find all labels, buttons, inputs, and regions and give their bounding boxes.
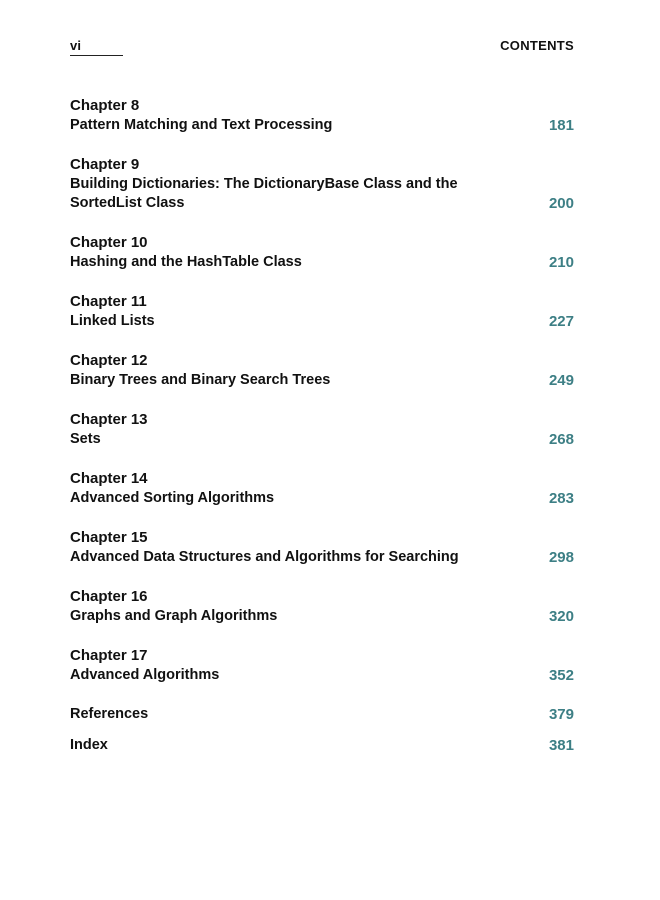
chapter-label: Chapter 11 [70, 293, 147, 310]
running-head: CONTENTS [500, 38, 574, 53]
chapter-title: Advanced Algorithms [70, 667, 220, 683]
entry-row [70, 736, 574, 755]
page-number: 381 [548, 737, 574, 754]
toc-entry-chapter-17 [70, 646, 574, 685]
toc-entry-chapter-10 [70, 233, 574, 272]
folio-rule [70, 55, 123, 56]
page-folio: vi [70, 38, 82, 53]
chapter-label: Chapter 8 [70, 97, 140, 114]
page-number: 181 [548, 117, 574, 134]
chapter-label: Chapter 14 [70, 470, 148, 487]
toc-entry-chapter-8 [70, 96, 574, 135]
entry-row [70, 607, 574, 626]
entry-row [70, 175, 574, 213]
chapter-title: Hashing and the HashTable Class [70, 254, 302, 270]
page-number: 200 [548, 195, 574, 212]
chapter-title: Graphs and Graph Algorithms [70, 608, 278, 624]
page-number: 210 [548, 254, 574, 271]
chapter-title: Linked Lists [70, 313, 155, 329]
page-header [70, 38, 574, 58]
page-number: 227 [548, 313, 574, 330]
toc-entry-chapter-13 [70, 410, 574, 449]
entry-row [70, 489, 574, 508]
chapter-label: Chapter 16 [70, 588, 148, 605]
toc-entry-chapter-14 [70, 469, 574, 508]
page-number: 298 [548, 549, 574, 566]
chapter-title: Advanced Sorting Algorithms [70, 490, 275, 506]
toc-entry-chapter-12 [70, 351, 574, 390]
toc-entry-chapter-16 [70, 587, 574, 626]
toc-entry-index [70, 736, 574, 755]
entry-row [70, 548, 574, 567]
chapter-label: Chapter 17 [70, 647, 148, 664]
chapter-label: Chapter 15 [70, 529, 148, 546]
entry-row [70, 312, 574, 331]
toc-entry-chapter-9 [70, 155, 574, 213]
entry-row [70, 116, 574, 135]
entry-row [70, 253, 574, 272]
entry-row [70, 666, 574, 685]
table-of-contents [70, 96, 574, 767]
chapter-title: Sets [70, 431, 101, 447]
chapter-label: Chapter 12 [70, 352, 148, 369]
toc-entry-chapter-15 [70, 528, 574, 567]
page-number: 268 [548, 431, 574, 448]
chapter-title: Advanced Data Structures and Algorithms for Searching [70, 549, 459, 565]
page-number: 379 [548, 706, 574, 723]
chapter-title: Building Dictionaries: The DictionaryBase Class and the SortedList Class [70, 176, 458, 211]
chapter-label: Chapter 10 [70, 234, 148, 251]
page-number: 249 [548, 372, 574, 389]
chapter-label: Chapter 13 [70, 411, 148, 428]
back-matter-title: Index [70, 737, 108, 753]
page-number: 283 [548, 490, 574, 507]
entry-row [70, 371, 574, 390]
page-number: 320 [548, 608, 574, 625]
chapter-title: Pattern Matching and Text Processing [70, 117, 333, 133]
back-matter-title: References [70, 706, 149, 722]
page-number: 352 [548, 667, 574, 684]
entry-row [70, 705, 574, 724]
chapter-title: Binary Trees and Binary Search Trees [70, 372, 331, 388]
chapter-label: Chapter 9 [70, 156, 140, 173]
toc-entry-chapter-11 [70, 292, 574, 331]
toc-entry-references [70, 705, 574, 724]
entry-row [70, 430, 574, 449]
